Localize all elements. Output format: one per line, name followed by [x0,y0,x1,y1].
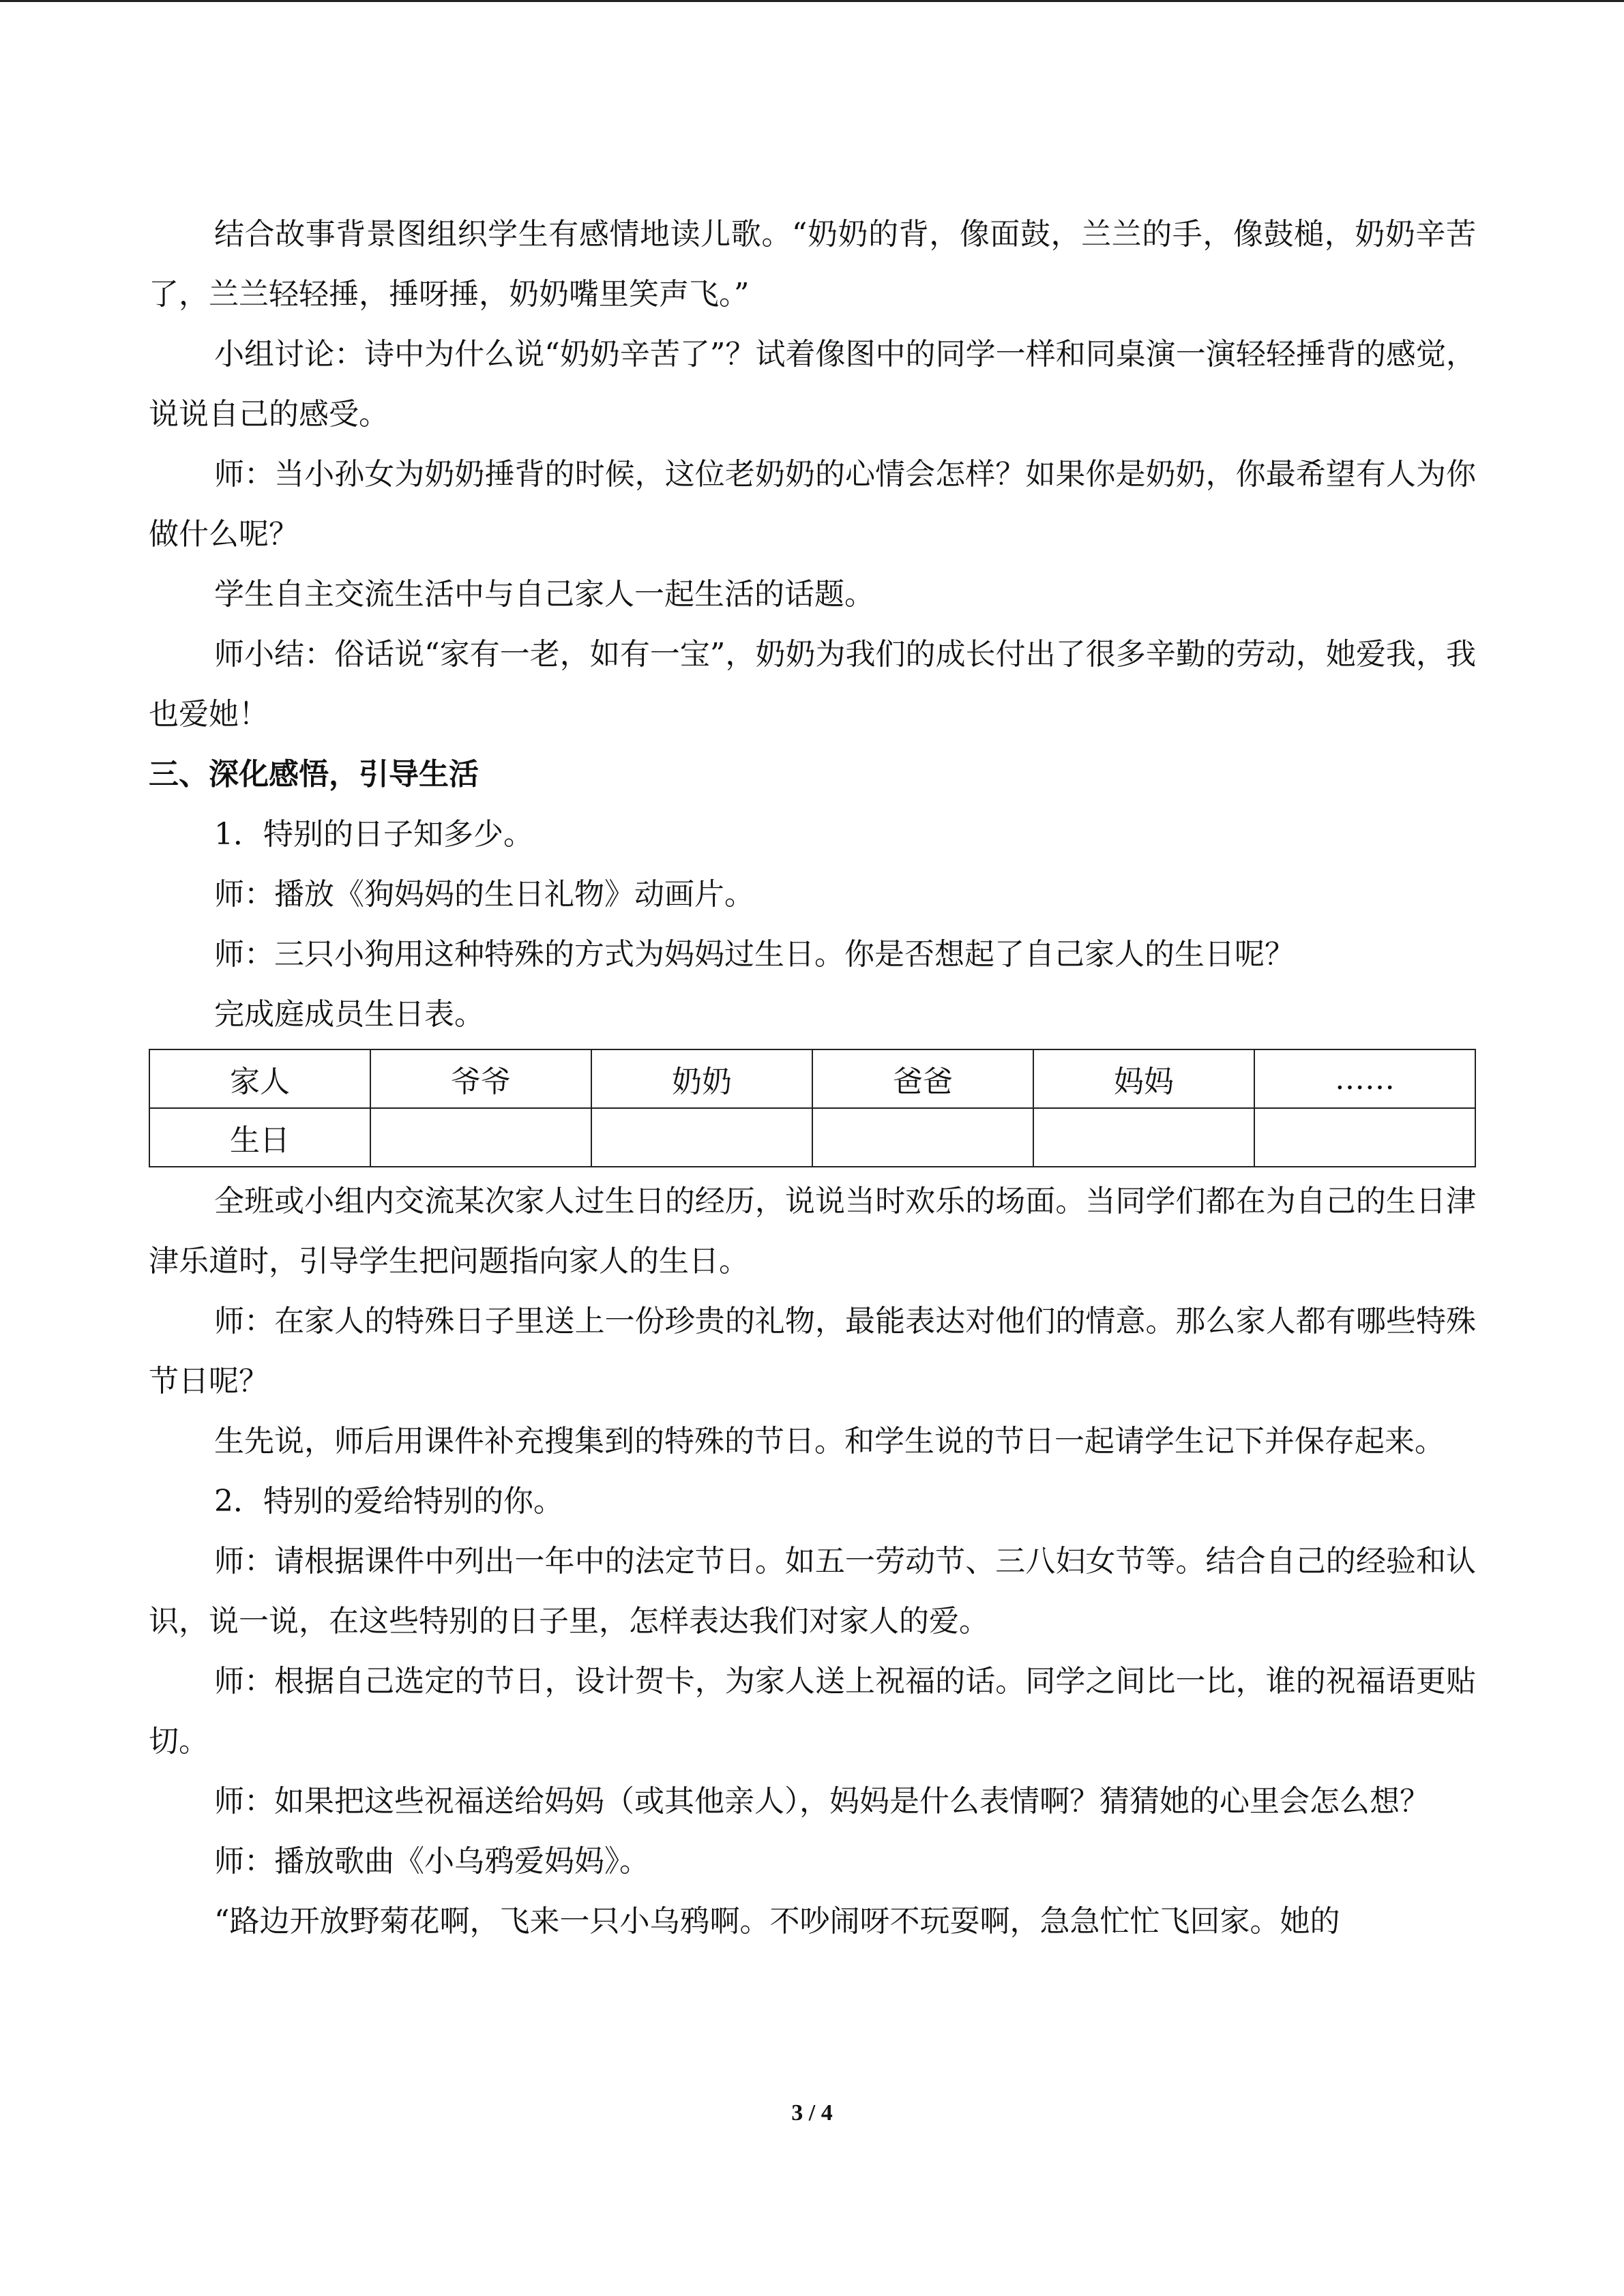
table-cell: 奶奶 [591,1049,812,1108]
table-caption: 完成庭成员生日表。 [214,997,484,1032]
table-cell: 生日 [149,1108,370,1167]
paragraph: 师：在家人的特殊日子里送上一份珍贵的礼物，最能表达对他们的情意。那么家人都有哪些特殊节日呢？ [149,1304,1476,1399]
paragraph: 师小结：俗话说“家有一老，如有一宝”，奶奶为我们的成长付出了很多辛勤的劳动，她爱我，我也爱她！ [149,637,1476,732]
table-cell [1254,1108,1475,1167]
table-cell: 妈妈 [1033,1049,1254,1108]
family-birthday-table [149,1049,1476,1167]
table-cell: 爷爷 [370,1049,591,1108]
paragraph: 结合故事背景图组织学生有感情地读儿歌。“奶奶的背，像面鼓，兰兰的手，像鼓槌，奶奶辛苦了，兰兰轻轻捶，捶呀捶，奶奶嘴里笑声飞。” [149,217,1476,312]
paragraph: 师：根据自己选定的节日，设计贺卡，为家人送上祝福的话。同学之间比一比，谁的祝福语更贴切。 [149,1664,1476,1759]
table-cell [812,1108,1033,1167]
document-body [149,205,1476,1952]
top-rule [0,0,1624,2]
paragraph: 师：当小孙女为奶奶捶背的时候，这位老奶奶的心情会怎样？如果你是奶奶，你最希望有人为你做什么呢？ [149,457,1476,552]
paragraph: 师：播放《狗妈妈的生日礼物》动画片。 [214,877,754,912]
paragraph: 师：请根据课件中列出一年中的法定节日。如五一劳动节、三八妇女节等。结合自己的经验和认识，说一说，在这些特别的日子里，怎样表达我们对家人的爱。 [149,1544,1476,1639]
table-cell [591,1108,812,1167]
table-cell: …… [1254,1049,1475,1108]
paragraph: 师：播放歌曲《小乌鸦爱妈妈》。 [214,1844,649,1879]
subsection-title: 2．特别的爱给特别的你。 [214,1484,563,1519]
paragraph: 师：如果把这些祝福送给妈妈（或其他亲人），妈妈是什么表情啊？猜猜她的心里会怎么想？ [214,1784,1430,1819]
table-header-row [149,1049,1475,1108]
page-number: 3 / 4 [791,2100,833,2126]
table-cell: 爸爸 [812,1049,1033,1108]
paragraph: 小组讨论：诗中为什么说“奶奶辛苦了”？试着像图中的同学一样和同桌演一演轻轻捶背的感觉，说说自己的感受。 [149,337,1476,432]
subsection-title: 1．特别的日子知多少。 [214,817,533,852]
paragraph: 师：三只小狗用这种特殊的方式为妈妈过生日。你是否想起了自己家人的生日呢？ [214,937,1295,972]
paragraph: “路边开放野菊花啊，飞来一只小乌鸦啊。不吵闹呀不玩耍啊，急急忙忙飞回家。她的 [214,1904,1340,1939]
paragraph: 生先说，师后用课件补充搜集到的特殊的节日。和学生说的节日一起请学生记下并保存起来。 [214,1424,1445,1459]
table-row [149,1108,1475,1167]
table-cell: 家人 [149,1049,370,1108]
table-cell [370,1108,591,1167]
section-heading: 三、深化感悟，引导生活 [149,757,479,792]
table-cell [1033,1108,1254,1167]
paragraph: 全班或小组内交流某次家人过生日的经历，说说当时欢乐的场面。当同学们都在为自己的生日津津乐道时，引导学生把问题指向家人的生日。 [149,1184,1476,1279]
paragraph: 学生自主交流生活中与自己家人一起生活的话题。 [214,577,874,612]
